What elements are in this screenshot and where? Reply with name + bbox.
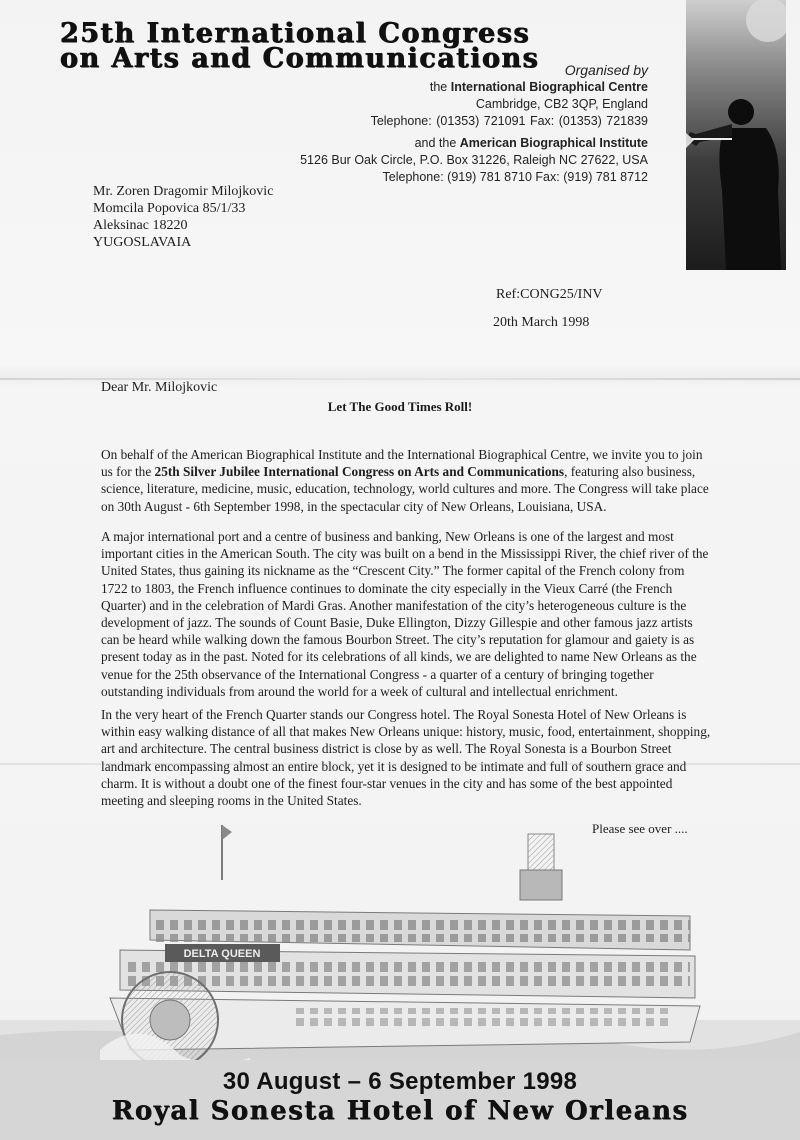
organiser-1-address: Cambridge, CB2 3QP, England: [475, 97, 648, 111]
letter-subject: Let The Good Times Roll!: [327, 399, 473, 414]
recipient-country: YUGOSLAVAIA: [93, 235, 192, 250]
organiser-1-line: [300, 79, 648, 96]
body-paragraph-2: A major international port and a centre of business and banking, New Orleans is one of the largest and most important cities in the American South. The city was built on a bend in the Mississippi River, the chief river of the United States, thus gaining its nickname as the “Crescent City.” The former capital of the French colony from 1722 to 1803, the French influence continues to dominate the city especially in the Vieux Carré (the French Quarter) and in the celebration of Mardi Gras. Another manifestation of the city’s heterogeneous culture is the development of jazz. The sounds of Count Basie, Duke Ellington, Dizzy Gillespie and other famous jazz artists can be heard while walking down the famous Bourbon Street. The city’s reputation for glamour and gaiety is as present today as in the past. Noted for its celebrations of all kinds, we are delighted to name New Orleans as the venue for the 25th observance of the International Congress - a quarter of a century of bringing together outstanding individuals from around the world for a week of cultural and intellectual enrichment.: [101, 529, 709, 699]
organiser-2-prefix: and the: [414, 136, 460, 150]
recipient-name: Mr. Zoren Dragomir Milojkovic: [93, 184, 274, 199]
letterhead-title-line1: 25th International Congress: [60, 18, 531, 49]
letter-date: 20th March 1998: [493, 315, 590, 330]
organiser-block: [300, 62, 648, 186]
organiser-1-prefix: the: [429, 80, 451, 94]
recipient-city: Aleksinac 18220: [93, 218, 188, 233]
body-paragraph-1: [101, 446, 713, 515]
ship-name-board: DELTA QUEEN: [183, 948, 261, 960]
paragraph-1-text-start: On behalf of the American Biographical Institute and the International Biographical Centre, we invite you to join us for the: [101, 447, 703, 480]
congress-name: 25th Silver Jubilee International Congress on Arts and Communications: [154, 464, 565, 480]
organiser-1-name: International Biographical Centre: [450, 80, 648, 94]
organiser-2-name: American Biographical Institute: [459, 136, 648, 150]
trumpet-player-silhouette: [686, 0, 786, 270]
trumpet-player-photo: [686, 0, 786, 270]
organiser-2-phone: Telephone: (919) 781 8710 Fax: (919) 781 8712: [382, 170, 648, 184]
recipient-street: Momcila Popovica 85/1/33: [93, 201, 246, 216]
body-paragraph-3: In the very heart of the French Quarter stands our Congress hotel. The Royal Sonesta Hotel of New Orleans is within easy walking distance of all that makes New Orleans unique: history, music, food, entertainment, shopping, art and architecture. The central business district is close by as well. The Royal Sonesta is a Bourbon Street landmark encompassing almost an entire block, yet it is designed to be intimate and full of southern grace and charm. It is without a doubt one of the finest four-star venues in the city and has some of the best appointed meeting and sleeping rooms in the United States.: [101, 707, 711, 809]
see-over-note: Please see over ....: [592, 821, 688, 836]
letterhead-title-line2: on Arts and Communications: [60, 43, 540, 74]
recipient-address: [93, 183, 273, 251]
salutation: Dear Mr. Milojkovic: [101, 380, 218, 395]
organiser-1-phone: Telephone: (01353) 721091 Fax: (01353) 721839: [370, 114, 648, 128]
organiser-2-address: 5126 Bur Oak Circle, P.O. Box 31226, Raleigh NC 27622, USA: [300, 153, 648, 167]
paragraph-1-text-end: , featuring also business, science, literature, medicine, music, education, technology, world cultures and more. The Congress will take place on 30th August - 6th September 1998, in the spectacular city of New Orleans, Louisiana, USA.: [101, 464, 709, 514]
congress-dates: 30 August – 6 September 1998: [222, 1068, 578, 1095]
organiser-2-line: [300, 135, 648, 152]
reference-number: Ref:CONG25/INV: [496, 287, 603, 302]
organised-by-label: Organised by: [564, 62, 648, 78]
congress-hotel: Royal Sonesta Hotel of New Orleans: [111, 1096, 689, 1126]
